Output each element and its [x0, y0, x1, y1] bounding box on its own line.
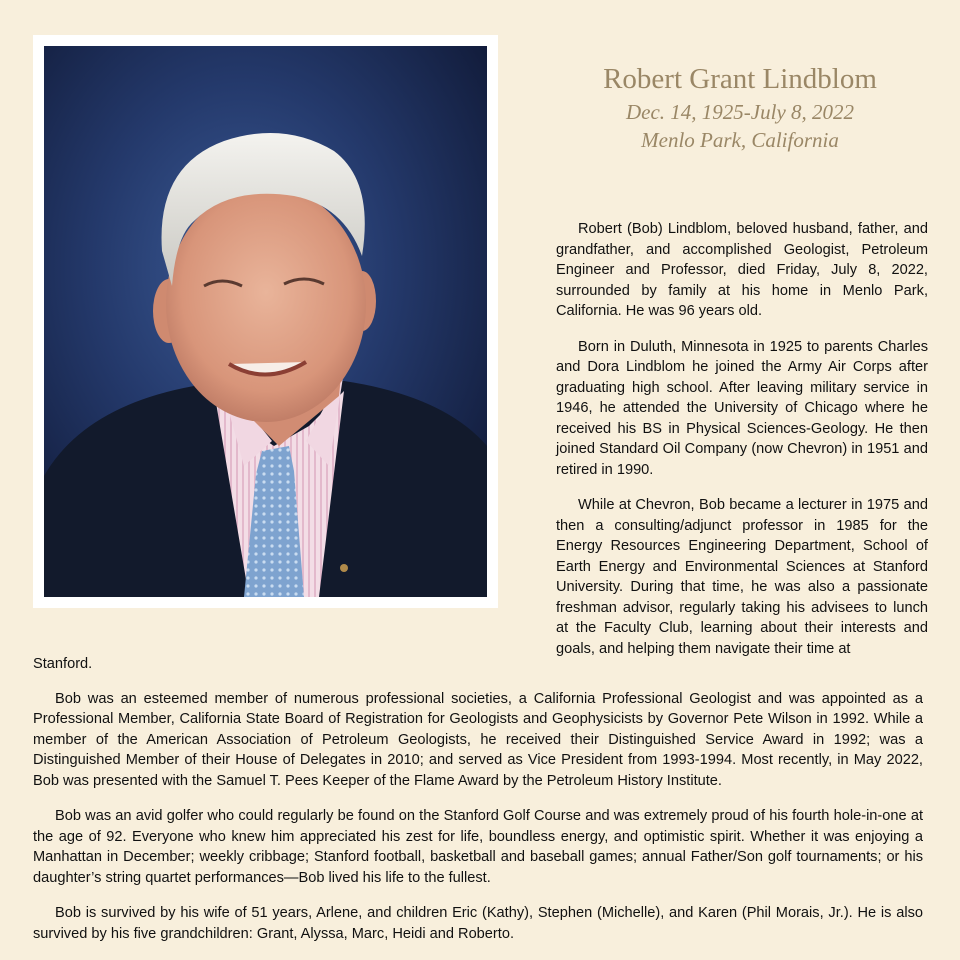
portrait-image — [44, 46, 487, 597]
obituary-column-full — [33, 654, 923, 959]
paragraph-personal: Bob was an avid golfer who could regularly be found on the Stanford Golf Course and was extremely proud of his fourth hole-in-one at the age of 92. Everyone who knew him appreciated his zest for life, boundless energy, and optimistic spirit. Whether it was enjoying a Manhattan in December; weekly cribbage; Stanford football, basketball and baseball games; annual Father/Son golf tournaments; or his daughter’s string quartet performances—Bob lived his life to the fullest. — [33, 808, 923, 886]
paragraph-professional: Bob was an esteemed member of numerous professional societies, a California Professional Geologist and was appointed as a Professional Member, California State Board of Registration for Geologists and Geophysicists by Governor Pete Wilson in 1992. While a member of the American Association of Petroleum Geologists, he received their Distinguished Service Award in 1992; was a Distinguished Member of their House of Delegates in 2010; and served as Vice President from 1993-1994. Most recently, in May 2022, Bob was presented with the Samuel T. Pees Keeper of the Flame Award by the Petroleum History Institute. — [33, 690, 923, 789]
portrait-photo — [44, 46, 487, 597]
paragraph-intro: Robert (Bob) Lindblom, beloved husband, father, and grandfather, and accomplished Geologist, Petroleum Engineer and Professor, died Friday, July 8, 2022, surrounded by family at his home in Menlo Park, California. He was 96 years old. — [556, 221, 928, 319]
paragraph-stanford-continued: Stanford. — [33, 656, 93, 672]
paragraph-stanford: While at Chevron, Bob became a lecturer in 1975 and then a consulting/adjunct professor in 1985 for the Energy Resources Engineering Department, School of Earth Energy and Environmental Sciences at Stanford University. During that time, he was also a passionate freshman advisor, regularly taking his advisees to lunch at the Faculty Club, learning about their interests and goals, and helping them navigate their time at — [556, 497, 928, 657]
paragraph-survivors: Bob is survived by his wife of 51 years, Arlene, and children Eric (Kathy), Stephen (Michelle), and Karen (Phil Morais, Jr.). He is also survived by his five grandchildren: Grant, Alyssa, Marc, Heidi and Roberto. — [33, 905, 923, 942]
residence-place: Menlo Park, California — [641, 128, 839, 152]
obituary-column-right — [556, 219, 928, 674]
paragraph-early-life: Born in Duluth, Minnesota in 1925 to parents Charles and Dora Lindblom he joined the Army Air Corps after graduating high school. After leaving military service in 1946, he attended the University of Chicago where he received his BS in Physical Sciences-Geology. He then joined Standard Oil Company (now Chevron) in 1951 and retired in 1990. — [556, 338, 928, 478]
life-dates: Dec. 14, 1925-July 8, 2022 — [625, 100, 855, 124]
portrait-frame — [33, 35, 498, 608]
obituary-header — [540, 60, 940, 154]
deceased-name: Robert Grant Lindblom — [603, 63, 877, 95]
